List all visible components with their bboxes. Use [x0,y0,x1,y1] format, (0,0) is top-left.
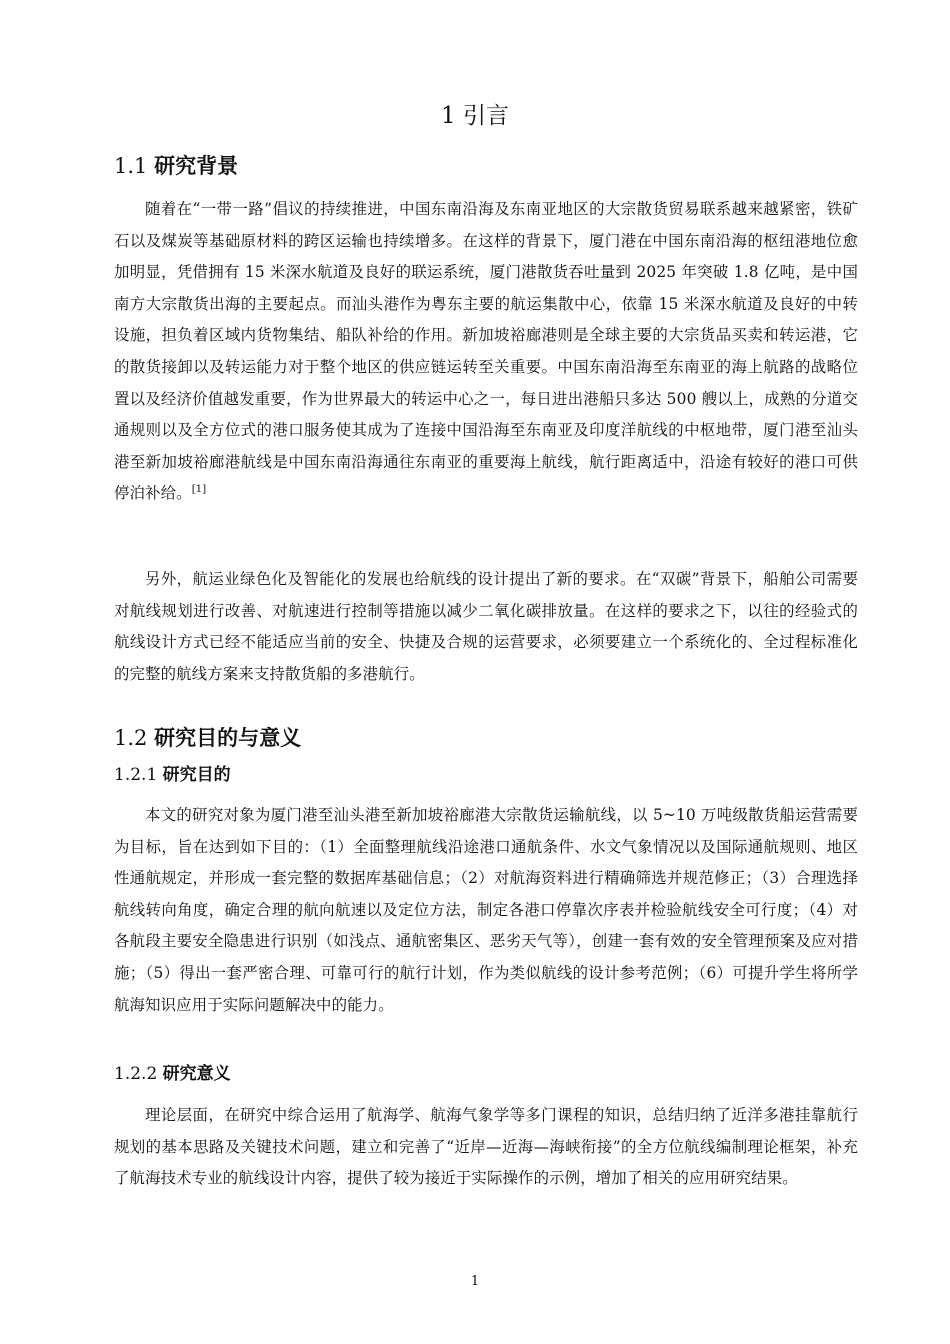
citation-ref: [1] [191,484,207,496]
section-number: 1.2 [114,726,148,750]
section-heading-1-2 [114,722,301,754]
subsection-title: 研究意义 [162,1064,231,1084]
paragraph-green-smart: 另外，航运业绿色化及智能化的发展也给航线的设计提出了新的要求。在“双碳”背景下，船舶公司需要对航线规划进行改善、对航速进行控制等措施以减少二氧化碳排放量。在这样的要求之下，以往的经验式的航线设计方式已经不能适应当前的安全、快捷及合规的运营要求，必须要建立一个系统化的、全过程标准化的完整的航线方案来支持散货船的多港航行。 [114,570,858,683]
paragraph-text: 随着在“一带一路”倡议的持续推进，中国东南沿海及东南亚地区的大宗散货贸易联系越来越紧密，铁矿石以及煤炭等基础原材料的跨区运输也持续增多。在这样的背景下，厦门港在中国东南沿海的枢纽港地位愈加明显，凭借拥有 15 米深水航道及良好的联运系统，厦门港散货吞吐量到 2025 年突破 1.8 亿吨，是中国南方大宗散货出海的主要起点。而汕头港作为粤东主要的航运集散中心，依靠 15 米深水航道及良好的中转设施，担负着区域内货物集结、船队补给的作用。新加坡裕廊港则是全球主要的大宗货品买卖和转运港，它的散货接卸以及转运能力对于整个地区的供应链运转至关重要。中国东南沿海至东南亚的海上航路的战略位置以及经济价值越发重要，作为世界最大的转运中心之一，每日进出港船只多达 500 艘以上，成熟的分道交通规则以及全方位式的港口服务使其成为了连接中国沿海至东南亚及印度洋航线的中枢地带，厦门港至汕头港至新加坡裕廊港航线是中国东南沿海通往东南亚的重要海上航线，航行距离适中，沿途有较好的港口可供停泊补给。 [114,200,858,503]
section-title: 研究目的与意义 [154,725,302,750]
subsection-heading-1-2-2 [114,1061,231,1087]
subsection-title: 研究目的 [162,765,231,785]
paragraph-research-purpose: 本文的研究对象为厦门港至汕头港至新加坡裕廊港大宗散货运输航线，以 5~10 万吨级散货船运营需要为目标，旨在达到如下目的：（1）全面整理航线沿途港口通航条件、水文气象情况以及国际通航规则、地区性通航规定，并形成一套完整的数据库基础信息；（2）对航海资料进行精确筛选并规范修正；（3）合理选择航线转向角度，确定合理的航向航速以及定位方法，制定各港口停靠次序表并检验航线安全可行度；（4）对各航段主要安全隐患进行识别（如浅点、通航密集区、恶劣天气等），创建一套有效的安全管理预案及应对措施；（5）得出一套严密合理、可靠可行的航行计划，作为类似航线的设计参考范例；（6）可提升学生将所学航海知识应用于实际问题解决中的能力。 [114,806,858,1014]
section-heading-1-1 [114,150,238,182]
section-number: 1.1 [114,154,148,178]
page-number: 1 [470,1274,480,1289]
chapter-title: 1 引言 [441,103,509,129]
paragraph-background [114,194,858,510]
subsection-number: 1.2.1 [114,765,158,785]
subsection-number: 1.2.2 [114,1064,158,1084]
section-title: 研究背景 [154,153,239,178]
subsection-heading-1-2-1 [114,762,231,788]
paragraph-research-significance: 理论层面，在研究中综合运用了航海学、航海气象学等多门课程的知识，总结归纳了近洋多港挂靠航行规划的基本思路及关键技术问题，建立和完善了“近岸—近海—海峡衔接”的全方位航线编制理论框架，补充了航海技术专业的航线设计内容，提供了较为接近于实际操作的示例，增加了相关的应用研究结果。 [114,1106,858,1188]
